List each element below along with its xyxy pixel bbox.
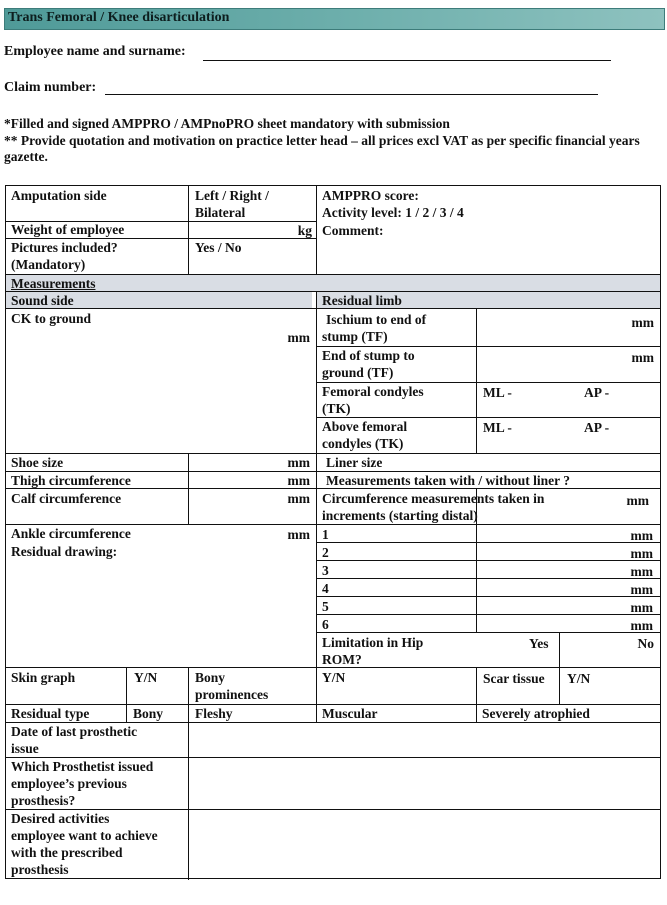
previous-prosthetist-line3: prosthesis? [11, 793, 76, 808]
end-stump-label-line2: ground (TF) [322, 365, 394, 380]
desired-activities-line1: Desired activities [11, 811, 110, 826]
previous-prosthetist-field[interactable] [189, 758, 660, 809]
pictures-label-line1: Pictures included? [11, 240, 118, 255]
increment-1-unit: mm [630, 528, 653, 543]
weight-label: Weight of employee [11, 222, 125, 237]
measurement-form-table [5, 185, 661, 879]
measurements-liner-question: Measurements taken with / without liner ? [326, 473, 570, 488]
skin-graph-yn[interactable]: Y/N [134, 670, 158, 685]
last-issue-field[interactable] [189, 723, 660, 757]
scar-tissue-yn[interactable]: Y/N [567, 671, 591, 686]
note-quotation: ** Provide quotation and motivation on practice letter head – all prices excl VAT as per specific financial years gazette. [4, 133, 640, 164]
residual-type-severely-atrophied[interactable]: Severely atrophied [482, 706, 590, 721]
side-options-line1[interactable]: Left / Right / [195, 188, 269, 203]
ck-to-ground-unit: mm [287, 330, 310, 345]
femoral-ml-label: ML - [483, 385, 512, 400]
residual-type-muscular[interactable]: Muscular [322, 706, 378, 721]
increment-6-unit: mm [630, 618, 653, 633]
residual-type-bony[interactable]: Bony [133, 706, 164, 721]
pictures-yes-no[interactable]: Yes / No [195, 240, 242, 255]
bony-prominences-line2: prominences [195, 687, 269, 702]
last-issue-label-line2: issue [11, 741, 39, 756]
hip-limitation-no[interactable]: No [637, 636, 654, 651]
employee-name-field[interactable] [203, 60, 611, 61]
shoe-size-unit: mm [287, 455, 310, 470]
ck-to-ground-label: CK to ground [11, 311, 92, 326]
above-femoral-ap-label: AP - [584, 420, 610, 435]
circumference-unit: mm [626, 493, 649, 508]
comment-label: Comment: [322, 223, 384, 238]
pictures-label-line2: (Mandatory) [11, 257, 86, 272]
ankle-circumference-label: Ankle circumference [11, 526, 131, 541]
residual-type-fleshy[interactable]: Fleshy [195, 706, 233, 721]
end-stump-label-line1: End of stump to [322, 348, 415, 363]
previous-prosthetist-line2: employee’s previous [11, 776, 127, 791]
bony-prominences-line1: Bony [195, 670, 226, 685]
end-stump-unit: mm [631, 350, 654, 365]
employee-name-label: Employee name and surname: [4, 44, 186, 59]
shoe-size-label: Shoe size [11, 455, 64, 470]
circumference-increments-line1: Circumference measurements taken in [322, 491, 545, 506]
desired-activities-line4: prosthesis [11, 862, 69, 877]
side-options-line2[interactable]: Bilateral [195, 205, 246, 220]
increment-4: 4 [322, 581, 329, 596]
residual-type-label: Residual type [11, 706, 90, 721]
section-title: Trans Femoral / Knee disarticulation [8, 10, 230, 25]
above-femoral-label-line2: condyles (TK) [322, 436, 404, 451]
last-issue-label-line1: Date of last prosthetic [11, 724, 138, 739]
amppro-score-label: AMPPRO score: [322, 188, 419, 203]
increment-5-unit: mm [630, 600, 653, 615]
above-femoral-ml-label: ML - [483, 420, 512, 435]
desired-activities-line2: employee want to achieve [11, 828, 158, 843]
increment-4-unit: mm [630, 582, 653, 597]
calf-circumference-label: Calf circumference [11, 491, 122, 506]
liner-size-label: Liner size [326, 455, 383, 470]
increment-5: 5 [322, 599, 329, 614]
femoral-condyles-label-line2: (TK) [322, 401, 351, 416]
ischium-label-line1: Ischium to end of [326, 312, 427, 327]
scar-tissue-label: Scar tissue [483, 671, 545, 686]
thigh-circumference-unit: mm [287, 473, 310, 488]
femoral-ap-label: AP - [584, 385, 610, 400]
amputation-side-label: Amputation side [11, 188, 107, 203]
circumference-increments-line2: increments (starting distal) [322, 508, 478, 523]
hip-limitation-label-line2: ROM? [322, 652, 362, 667]
ankle-circumference-unit: mm [287, 527, 310, 542]
previous-prosthetist-line1: Which Prosthetist issued [11, 759, 154, 774]
bony-prominences-yn[interactable]: Y/N [322, 670, 346, 685]
desired-activities-line3: with the prescribed [11, 845, 123, 860]
hip-limitation-yes[interactable]: Yes [529, 636, 549, 651]
claim-number-field[interactable] [105, 94, 598, 95]
hip-limitation-label-line1: Limitation in Hip [322, 635, 424, 650]
increment-2-unit: mm [630, 546, 653, 561]
increment-3: 3 [322, 563, 329, 578]
increment-3-unit: mm [630, 564, 653, 579]
calf-circumference-unit: mm [287, 491, 310, 506]
activity-level-options[interactable]: Activity level: 1 / 2 / 3 / 4 [322, 205, 464, 220]
desired-activities-field[interactable] [189, 810, 660, 878]
claim-number-label: Claim number: [4, 80, 97, 95]
increment-2: 2 [322, 545, 329, 560]
increment-1: 1 [322, 527, 329, 542]
note-amppro: *Filled and signed AMPPRO / AMPnoPRO sheet mandatory with submission [4, 116, 450, 131]
weight-unit: kg [297, 223, 312, 238]
increment-6: 6 [322, 617, 329, 632]
measurements-shade [6, 275, 660, 291]
section-header-bar [4, 8, 665, 30]
measurements-heading: Measurements [11, 276, 96, 291]
ischium-label-line2: stump (TF) [322, 329, 388, 344]
skin-graph-label: Skin graph [11, 670, 76, 685]
ischium-unit: mm [631, 315, 654, 330]
thigh-circumference-label: Thigh circumference [11, 473, 131, 488]
residual-limb-heading: Residual limb [322, 293, 402, 308]
residual-drawing-label: Residual drawing: [11, 544, 118, 559]
sound-side-heading: Sound side [11, 293, 74, 308]
above-femoral-label-line1: Above femoral [322, 419, 408, 434]
femoral-condyles-label-line1: Femoral condyles [322, 384, 424, 399]
